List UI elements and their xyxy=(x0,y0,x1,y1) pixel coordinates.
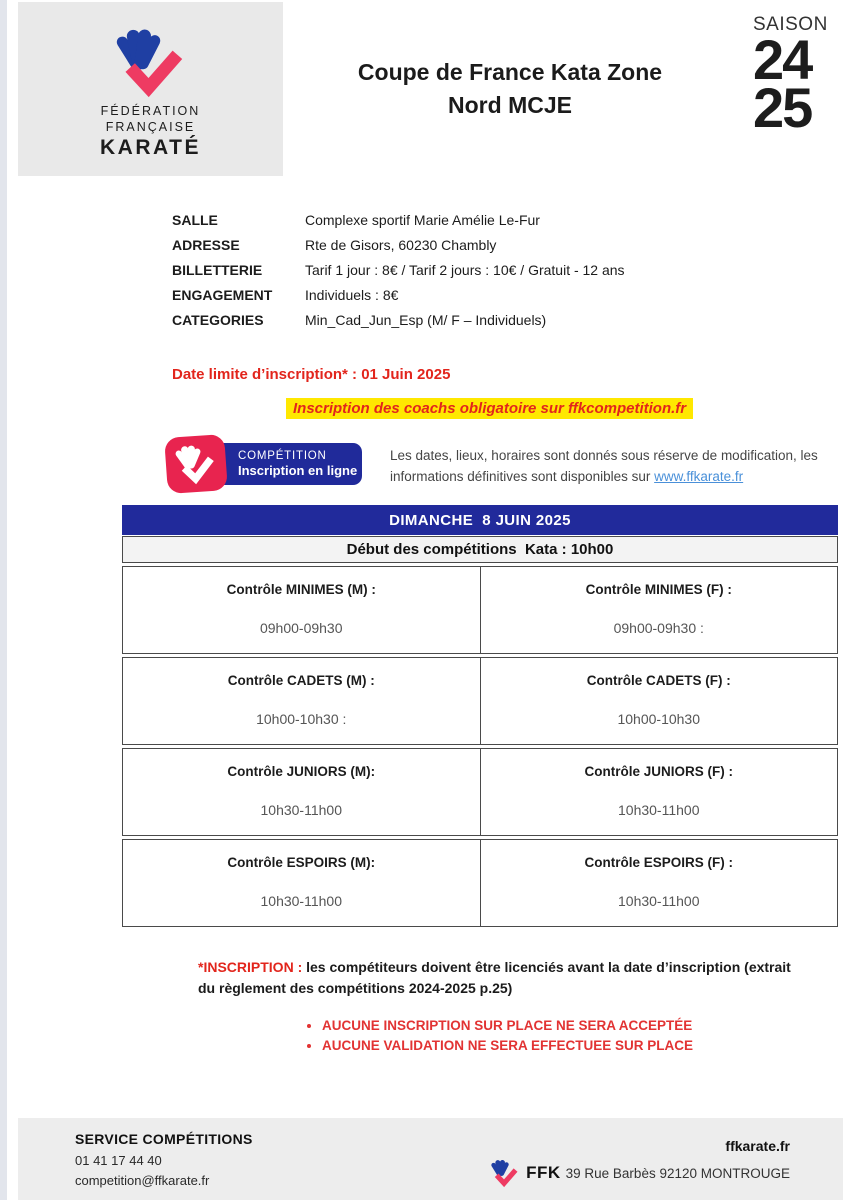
info-label: SALLE xyxy=(172,212,218,228)
cell-time: 10h00-10h30 xyxy=(617,711,701,727)
cell-title: Contrôle MINIMES (M) : xyxy=(226,582,376,597)
schedule-date-header: DIMANCHE 8 JUIN 2025 xyxy=(122,505,838,535)
warning-list xyxy=(300,1018,693,1058)
inscription-note-text: les compétiteurs doivent être licenciés avant la date d’inscription (extrait du règlement des compétitions 2024-2025 p.25) xyxy=(198,959,791,996)
competition-badge-subtitle: Inscription en ligne xyxy=(238,463,358,478)
cell-time: 10h30-11h00 xyxy=(618,802,700,818)
footer-website: ffkarate.fr xyxy=(725,1138,790,1154)
cell-title: Contrôle ESPOIRS (F) : xyxy=(584,855,733,870)
table-row-juniors xyxy=(122,748,838,836)
page-title-line1: Coupe de France Kata Zone xyxy=(357,59,663,85)
footer-email: competition@ffkarate.fr xyxy=(75,1172,210,1188)
info-row-billetterie xyxy=(172,262,625,278)
season-badge xyxy=(753,14,843,140)
table-row-cadets xyxy=(122,657,838,745)
table-row-minimes xyxy=(122,566,838,654)
logo-line-francaise: FRANÇAISE xyxy=(105,119,196,134)
event-info-list xyxy=(172,212,625,337)
ffk-logo-block xyxy=(18,2,283,176)
ffk-logo-text xyxy=(100,104,201,162)
competition-badge-fist-tile xyxy=(164,434,228,494)
season-year-top: 24 xyxy=(753,28,812,91)
footer-service-block xyxy=(75,1131,253,1190)
cell-espoirs-m xyxy=(123,840,480,926)
footer xyxy=(18,1118,843,1200)
modification-disclaimer xyxy=(390,446,826,488)
cell-minimes-m xyxy=(123,567,480,653)
cell-title: Contrôle JUNIORS (F) : xyxy=(584,764,733,779)
table-row-espoirs xyxy=(122,839,838,927)
cell-time: 10h00-10h30 : xyxy=(256,711,347,727)
cell-title: Contrôle JUNIORS (M): xyxy=(227,764,376,779)
info-value: Individuels : 8€ xyxy=(305,287,399,303)
schedule-table xyxy=(122,505,838,927)
competition-badge-panel xyxy=(208,443,362,485)
cell-juniors-m xyxy=(123,749,480,835)
season-label: SAISON xyxy=(753,14,828,35)
competition-fist-icon xyxy=(171,439,220,488)
info-label: BILLETTERIE xyxy=(172,262,263,278)
info-label: ENGAGEMENT xyxy=(172,287,273,303)
logo-line-federation: FÉDÉRATION xyxy=(100,104,201,118)
page-title xyxy=(295,56,725,123)
footer-service-title: SERVICE COMPÉTITIONS xyxy=(75,1131,253,1147)
info-label: CATEGORIES xyxy=(172,312,264,328)
ffk-fist-icon xyxy=(111,22,191,102)
coach-registration-notice: Inscription des coachs obligatoire sur ffkcompetition.fr xyxy=(286,398,693,419)
info-value: Complexe sportif Marie Amélie Le-Fur xyxy=(305,212,540,228)
cell-time: 09h00-09h30 xyxy=(259,620,343,636)
info-label: ADRESSE xyxy=(172,237,240,253)
cell-juniors-f xyxy=(480,749,838,835)
info-row-engagement xyxy=(172,287,625,303)
footer-org-name: FFK xyxy=(526,1163,561,1182)
ffkarate-link[interactable]: www.ffkarate.fr xyxy=(654,468,744,484)
info-row-categories xyxy=(172,312,625,328)
warning-no-onsite-registration: • AUCUNE INSCRIPTION SUR PLACE NE SERA ACCEPTÉE xyxy=(322,1018,693,1033)
registration-deadline: Date limite d’inscription* : 01 Juin 2025 xyxy=(172,366,451,383)
season-year-bottom: 25 xyxy=(753,76,812,140)
cell-title: Contrôle MINIMES (F) : xyxy=(585,582,732,597)
cell-time: 10h30-11h00 xyxy=(260,893,342,909)
disclaimer-text: Les dates, lieux, horaires sont donnés sous réserve de modification, les informations définitives sont disponibles sur xyxy=(390,448,818,484)
warning-no-onsite-validation: • AUCUNE VALIDATION NE SERA EFFECTUEE SUR PLACE xyxy=(322,1038,693,1053)
cell-espoirs-f xyxy=(480,840,838,926)
cell-title: Contrôle CADETS (M) : xyxy=(227,673,375,688)
cell-title: Contrôle CADETS (F) : xyxy=(586,673,731,688)
info-value: Tarif 1 jour : 8€ / Tarif 2 jours : 10€ / Gratuit - 12 ans xyxy=(305,262,625,278)
cell-cadets-f xyxy=(480,658,838,744)
info-row-adresse xyxy=(172,237,625,253)
footer-phone: 01 41 17 44 40 xyxy=(75,1153,162,1168)
schedule-subheader: Début des compétitions Kata : 10h00 xyxy=(122,536,838,563)
inscription-note-label: *INSCRIPTION : xyxy=(198,959,307,975)
info-row-salle xyxy=(172,212,625,228)
cell-minimes-f xyxy=(480,567,838,653)
cell-time: 10h30-11h00 xyxy=(618,893,700,909)
footer-address-row xyxy=(489,1157,790,1189)
logo-line-karate: KARATÉ xyxy=(100,136,201,160)
footer-street-address: 39 Rue Barbès 92120 MONTROUGE xyxy=(565,1165,790,1181)
footer-fist-icon xyxy=(489,1157,521,1189)
cell-time: 10h30-11h00 xyxy=(260,802,342,818)
cell-title: Contrôle ESPOIRS (M): xyxy=(227,855,376,870)
info-value: Rte de Gisors, 60230 Chambly xyxy=(305,237,497,253)
info-value: Min_Cad_Jun_Esp (M/ F – Individuels) xyxy=(305,312,547,328)
competition-online-badge xyxy=(166,436,362,492)
page-title-line2: Nord MCJE xyxy=(448,92,572,119)
competition-badge-title: COMPÉTITION xyxy=(238,450,327,462)
cell-cadets-m xyxy=(123,658,480,744)
inscription-rule-note xyxy=(198,957,798,999)
footer-address-block xyxy=(489,1138,790,1189)
cell-time: 09h00-09h30 : xyxy=(613,620,704,636)
page-edge-shadow xyxy=(0,0,7,1200)
